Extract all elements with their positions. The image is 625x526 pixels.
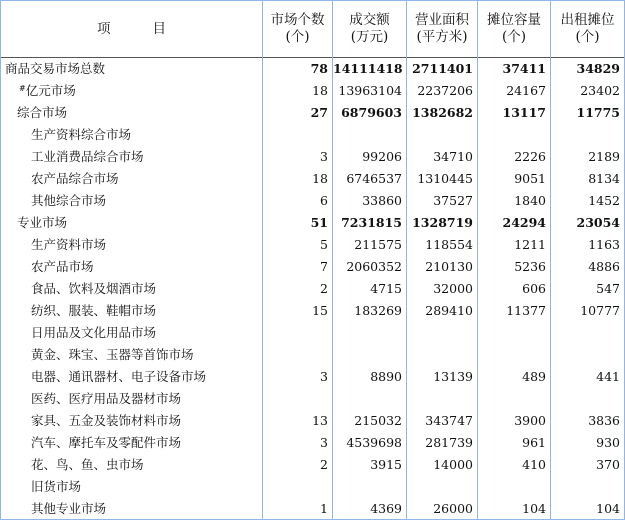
table-row [1, 366, 625, 388]
cell-area: 32000 [407, 278, 478, 300]
cell-markets [263, 388, 333, 410]
table-row [1, 212, 625, 234]
cell-area [407, 388, 478, 410]
cell-stalls [478, 344, 551, 366]
cell-area: 1382682 [407, 102, 478, 124]
cell-rented: 930 [551, 432, 625, 454]
cell-area: 210130 [407, 256, 478, 278]
cell-turnover: 4715 [333, 278, 407, 300]
row-name: 旧货市场 [1, 476, 263, 498]
table-header [1, 1, 625, 58]
cell-stalls: 11377 [478, 300, 551, 322]
cell-markets: 1 [263, 498, 333, 520]
header-item [1, 1, 263, 58]
header-rented-unit: (个) [575, 29, 600, 45]
cell-stalls: 5236 [478, 256, 551, 278]
row-name: 食品、饮料及烟酒市场 [1, 278, 263, 300]
cell-turnover [333, 388, 407, 410]
cell-markets: 2 [263, 278, 333, 300]
cell-rented: 1452 [551, 190, 625, 212]
cell-turnover [333, 124, 407, 146]
cell-rented: 441 [551, 366, 625, 388]
cell-area [407, 322, 478, 344]
cell-area: 281739 [407, 432, 478, 454]
row-name: 综合市场 [1, 102, 263, 124]
table-row [1, 454, 625, 476]
cell-stalls: 24167 [478, 80, 551, 102]
table-row [1, 234, 625, 256]
cell-markets: 18 [263, 80, 333, 102]
header-stalls-unit: (个) [501, 29, 527, 45]
cell-markets: 7 [263, 256, 333, 278]
cell-markets [263, 124, 333, 146]
cell-rented: 547 [551, 278, 625, 300]
table-row [1, 498, 625, 520]
header-area-unit: (平方米) [416, 29, 468, 45]
cell-stalls: 2226 [478, 146, 551, 168]
cell-rented: 104 [551, 498, 625, 520]
header-turnover-unit: (万元) [350, 29, 389, 45]
cell-area: 1328719 [407, 212, 478, 234]
row-name: 商品交易市场总数 [1, 58, 263, 80]
table-row [1, 168, 625, 190]
cell-turnover [333, 322, 407, 344]
cell-turnover: 183269 [333, 300, 407, 322]
cell-turnover: 6746537 [333, 168, 407, 190]
cell-area: 2237206 [407, 80, 478, 102]
cell-rented: 8134 [551, 168, 625, 190]
cell-area: 14000 [407, 454, 478, 476]
header-turnover [333, 1, 407, 58]
cell-markets [263, 344, 333, 366]
row-name: 农产品市场 [1, 256, 263, 278]
row-name: 专业市场 [1, 212, 263, 234]
cell-rented: 11775 [551, 102, 625, 124]
header-row [1, 1, 625, 58]
header-stalls [478, 1, 551, 58]
row-name: 电器、通讯器材、电子设备市场 [1, 366, 263, 388]
table-row [1, 124, 625, 146]
cell-markets: 6 [263, 190, 333, 212]
table-row [1, 146, 625, 168]
cell-rented: 10777 [551, 300, 625, 322]
cell-markets: 15 [263, 300, 333, 322]
cell-area [407, 124, 478, 146]
cell-stalls: 104 [478, 498, 551, 520]
cell-stalls: 13117 [478, 102, 551, 124]
cell-stalls [478, 388, 551, 410]
cell-area: 37527 [407, 190, 478, 212]
cell-markets [263, 322, 333, 344]
cell-markets [263, 476, 333, 498]
cell-markets: 13 [263, 410, 333, 432]
row-name: 其他综合市场 [1, 190, 263, 212]
cell-turnover: 2060352 [333, 256, 407, 278]
cell-stalls: 489 [478, 366, 551, 388]
cell-stalls: 37411 [478, 58, 551, 80]
cell-rented: 4886 [551, 256, 625, 278]
header-markets-unit: (个) [285, 29, 310, 45]
table-row [1, 344, 625, 366]
cell-area: 13139 [407, 366, 478, 388]
cell-rented: 1163 [551, 234, 625, 256]
header-markets-title: 市场个数 [270, 12, 325, 28]
cell-rented [551, 322, 625, 344]
header-item-label-b: 目 [152, 20, 166, 37]
row-name: 家具、五金及装饰材料市场 [1, 410, 263, 432]
row-name: 医药、医疗用品及器材市场 [1, 388, 263, 410]
header-area [407, 1, 478, 58]
header-stalls-title: 摊位容量 [487, 12, 541, 28]
table-body [1, 58, 625, 520]
row-name: 黄金、珠宝、玉器等首饰市场 [1, 344, 263, 366]
cell-stalls: 3900 [478, 410, 551, 432]
cell-stalls: 410 [478, 454, 551, 476]
cell-area: 34710 [407, 146, 478, 168]
row-name: 生产资料综合市场 [1, 124, 263, 146]
cell-rented [551, 344, 625, 366]
table-row [1, 256, 625, 278]
cell-turnover: 4539698 [333, 432, 407, 454]
table-row [1, 58, 625, 80]
cell-stalls [478, 322, 551, 344]
cell-turnover: 7231815 [333, 212, 407, 234]
header-area-title: 营业面积 [415, 12, 469, 28]
cell-stalls: 1840 [478, 190, 551, 212]
cell-turnover [333, 344, 407, 366]
cell-area: 118554 [407, 234, 478, 256]
cell-markets: 78 [263, 58, 333, 80]
cell-markets: 3 [263, 146, 333, 168]
cell-stalls: 606 [478, 278, 551, 300]
cell-markets: 27 [263, 102, 333, 124]
cell-stalls: 961 [478, 432, 551, 454]
table-row [1, 476, 625, 498]
cell-turnover: 8890 [333, 366, 407, 388]
cell-area: 343747 [407, 410, 478, 432]
cell-turnover: 13963104 [333, 80, 407, 102]
cell-turnover [333, 476, 407, 498]
row-name: 花、鸟、鱼、虫市场 [1, 454, 263, 476]
cell-turnover: 4369 [333, 498, 407, 520]
cell-markets: 3 [263, 366, 333, 388]
cell-turnover: 215032 [333, 410, 407, 432]
row-name: 亿元市场 [25, 83, 76, 98]
row-name: 生产资料市场 [1, 234, 263, 256]
cell-stalls: 1211 [478, 234, 551, 256]
table-row [1, 278, 625, 300]
cell-rented [551, 124, 625, 146]
table-row [1, 80, 625, 102]
table-row [1, 432, 625, 454]
cell-area: 2711401 [407, 58, 478, 80]
cell-area [407, 476, 478, 498]
cell-area [407, 344, 478, 366]
header-markets [263, 1, 333, 58]
cell-rented: 34829 [551, 58, 625, 80]
row-name: 纺织、服装、鞋帽市场 [1, 300, 263, 322]
cell-rented [551, 388, 625, 410]
row-name-superscript: # [19, 84, 26, 93]
cell-area: 289410 [407, 300, 478, 322]
cell-turnover: 33860 [333, 190, 407, 212]
table-row [1, 190, 625, 212]
header-item-label-a: 项 [97, 20, 111, 37]
row-name: 日用品及文化用品市场 [1, 322, 263, 344]
table-row [1, 102, 625, 124]
cell-rented: 2189 [551, 146, 625, 168]
cell-area: 1310445 [407, 168, 478, 190]
cell-rented [551, 476, 625, 498]
cell-turnover: 99206 [333, 146, 407, 168]
cell-stalls: 9051 [478, 168, 551, 190]
cell-markets: 5 [263, 234, 333, 256]
cell-markets: 2 [263, 454, 333, 476]
cell-turnover: 3915 [333, 454, 407, 476]
cell-turnover: 211575 [333, 234, 407, 256]
cell-stalls: 24294 [478, 212, 551, 234]
header-turnover-title: 成交额 [349, 12, 390, 28]
cell-area: 26000 [407, 498, 478, 520]
cell-rented: 23402 [551, 80, 625, 102]
header-rented [551, 1, 625, 58]
cell-markets: 51 [263, 212, 333, 234]
cell-rented: 370 [551, 454, 625, 476]
cell-turnover: 6879603 [333, 102, 407, 124]
cell-markets: 3 [263, 432, 333, 454]
row-name: 其他专业市场 [1, 498, 263, 520]
header-rented-title: 出租摊位 [560, 12, 615, 28]
table-row [1, 300, 625, 322]
table-row [1, 410, 625, 432]
cell-stalls [478, 476, 551, 498]
cell-rented: 3836 [551, 410, 625, 432]
row-name: 工业消费品综合市场 [1, 146, 263, 168]
cell-rented: 23054 [551, 212, 625, 234]
cell-turnover: 14111418 [333, 58, 407, 80]
row-name: 农产品综合市场 [1, 168, 263, 190]
row-name: 汽车、摩托车及零配件市场 [1, 432, 263, 454]
cell-markets: 18 [263, 168, 333, 190]
table-row [1, 322, 625, 344]
table-row [1, 388, 625, 410]
row-name-cell [1, 80, 263, 102]
cell-stalls [478, 124, 551, 146]
